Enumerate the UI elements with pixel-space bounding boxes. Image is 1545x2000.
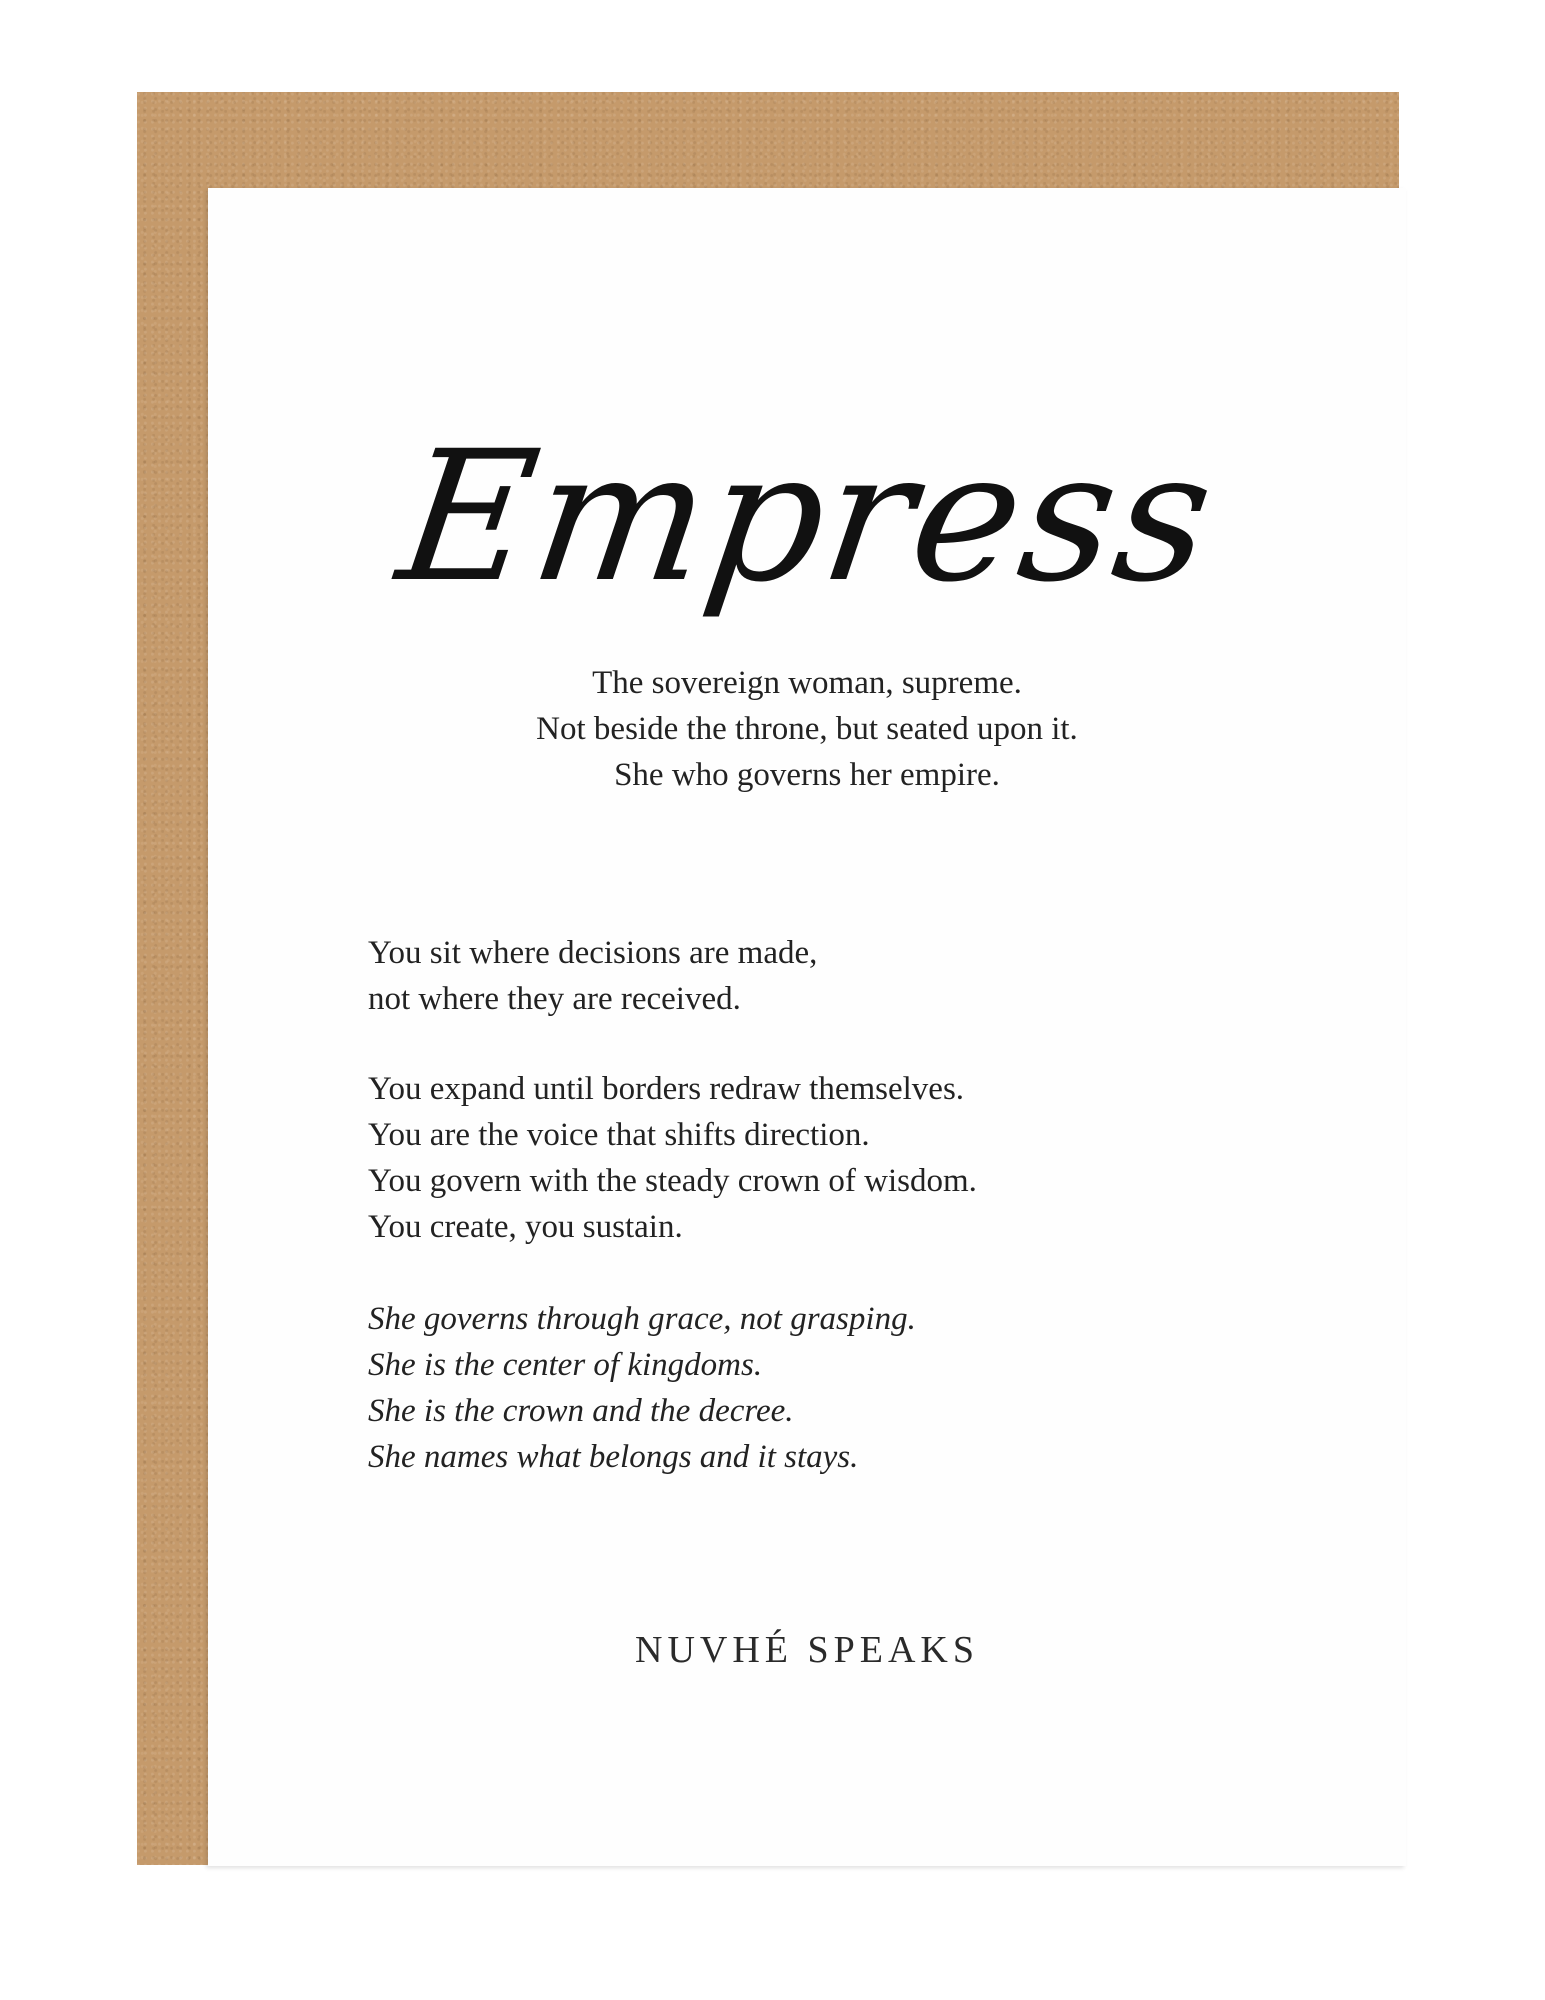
poem-line: not where they are received. [368,981,741,1017]
poem-line: She is the center of kingdoms. [368,1347,763,1383]
poem-line: You are the voice that shifts direction. [368,1117,870,1153]
poem-subtitle [208,660,1406,798]
poem-line: You sit where decisions are made, [368,935,818,971]
poem-card [208,188,1406,1866]
stanza-3 [368,1296,916,1480]
poem-line: You govern with the steady crown of wisdom. [368,1163,977,1199]
stanza-2 [368,1066,977,1250]
poem-line: You create, you sustain. [368,1209,683,1245]
stanza-1 [368,930,817,1022]
author-signature: NUVHÉ SPEAKS [635,1629,979,1671]
subtitle-line: The sovereign woman, supreme. [592,665,1022,701]
poem-line: She is the crown and the decree. [368,1393,794,1429]
subtitle-line: Not beside the throne, but seated upon it. [536,711,1078,747]
poem-line: She names what belongs and it stays. [368,1439,859,1475]
poem-line: You expand until borders redraw themselves. [368,1071,965,1107]
poem-line: She governs through grace, not grasping. [368,1301,916,1337]
subtitle-line: She who governs her empire. [614,757,1000,793]
poem-title: Empress [388,413,1227,622]
